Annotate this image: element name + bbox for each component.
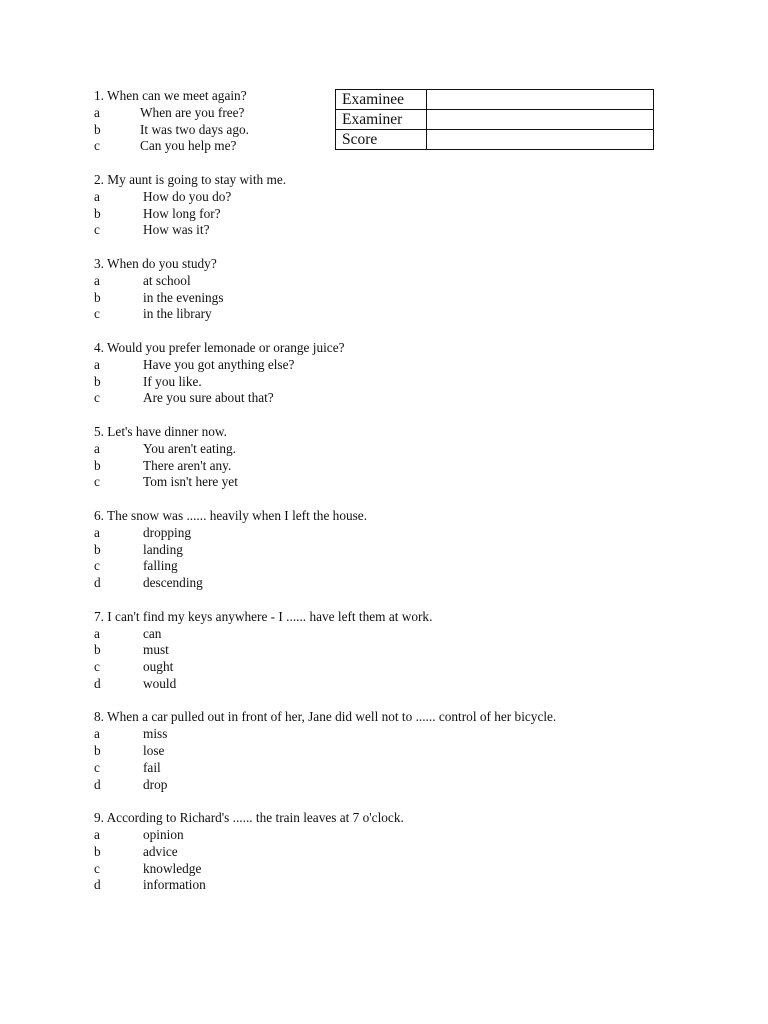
option-d [94, 575, 714, 592]
option-c [94, 390, 714, 407]
question-text: 8. When a car pulled out in front of her, Jane did well not to ...... control of her bicycle. [94, 709, 557, 725]
question-5 [94, 424, 714, 491]
question-4 [94, 340, 714, 407]
option-letter: c [94, 659, 100, 675]
option-a [94, 827, 714, 844]
question-text: 5. Let's have dinner now. [94, 423, 227, 439]
question-text: 6. The snow was ...... heavily when I left the house. [94, 507, 368, 523]
option-text: advice [143, 843, 178, 859]
option-c [94, 558, 714, 575]
option-text: ought [143, 659, 174, 675]
option-text: If you like. [143, 373, 202, 389]
option-b [94, 844, 714, 861]
option-b [94, 290, 714, 307]
option-letter: b [94, 642, 101, 658]
option-letter: d [94, 877, 101, 893]
question-list [94, 88, 714, 911]
option-c [94, 861, 714, 878]
option-text: It was two days ago. [140, 121, 249, 137]
option-letter: b [94, 541, 101, 557]
option-text: would [143, 675, 177, 691]
option-letter: a [94, 827, 100, 843]
question-text: 4. Would you prefer lemonade or orange juice? [94, 339, 345, 355]
option-b [94, 743, 714, 760]
option-text: dropping [143, 524, 192, 540]
score-label: Score [336, 130, 427, 150]
question-text: 3. When do you study? [94, 255, 217, 271]
option-text: can [143, 625, 162, 641]
option-letter: b [94, 743, 101, 759]
question-7 [94, 609, 714, 693]
option-letter: c [94, 558, 100, 574]
option-text: lose [143, 743, 165, 759]
option-c [94, 306, 714, 323]
option-letter: a [94, 356, 100, 372]
option-b [94, 458, 714, 475]
option-a [94, 626, 714, 643]
option-a [94, 105, 714, 122]
option-text: in the library [143, 306, 212, 322]
option-letter: c [94, 759, 100, 775]
option-letter: c [94, 474, 100, 490]
question-3 [94, 256, 714, 323]
question-6 [94, 508, 714, 592]
option-letter: b [94, 205, 101, 221]
question-9 [94, 810, 714, 894]
option-b [94, 206, 714, 223]
option-letter: d [94, 675, 101, 691]
question-1 [94, 88, 714, 155]
option-a [94, 441, 714, 458]
option-text: When are you free? [140, 104, 245, 120]
option-letter: c [94, 138, 100, 154]
option-letter: a [94, 188, 100, 204]
option-text: knowledge [143, 860, 202, 876]
option-text: falling [143, 558, 178, 574]
option-letter: a [94, 104, 100, 120]
option-text: must [143, 642, 169, 658]
option-text: drop [143, 776, 168, 792]
option-text: at school [143, 272, 191, 288]
question-text: 9. According to Richard's ...... the train leaves at 7 o'clock. [94, 810, 404, 826]
option-a [94, 189, 714, 206]
option-text: opinion [143, 827, 184, 843]
option-a [94, 525, 714, 542]
option-c [94, 659, 714, 676]
option-d [94, 777, 714, 794]
question-text: 1. When can we meet again? [94, 88, 247, 103]
option-text: Tom isn't here yet [143, 474, 238, 490]
option-letter: b [94, 457, 101, 473]
option-text: Can you help me? [140, 138, 237, 154]
option-letter: c [94, 306, 100, 322]
option-c [94, 760, 714, 777]
option-a [94, 273, 714, 290]
option-letter: a [94, 625, 100, 641]
option-letter: a [94, 440, 100, 456]
option-text: You aren't eating. [143, 440, 236, 456]
option-letter: c [94, 222, 100, 238]
option-c [94, 474, 714, 491]
option-text: descending [143, 575, 203, 591]
option-a [94, 726, 714, 743]
option-c [94, 222, 714, 239]
option-letter: b [94, 121, 101, 137]
option-b [94, 642, 714, 659]
option-text: fail [143, 759, 161, 775]
option-text: information [143, 877, 206, 893]
option-text: How do you do? [143, 188, 232, 204]
option-text: How was it? [143, 222, 210, 238]
question-text: 2. My aunt is going to stay with me. [94, 171, 287, 187]
option-letter: b [94, 843, 101, 859]
option-b [94, 542, 714, 559]
option-letter: c [94, 860, 100, 876]
examiner-label: Examiner [336, 110, 427, 130]
question-2 [94, 172, 714, 239]
option-text: There aren't any. [143, 457, 232, 473]
option-letter: a [94, 272, 100, 288]
question-text: 7. I can't find my keys anywhere - I ...... have left them at work. [94, 608, 433, 624]
option-letter: b [94, 289, 101, 305]
examinee-label: Examinee [336, 90, 427, 110]
option-b [94, 122, 714, 139]
option-text: Are you sure about that? [143, 390, 274, 406]
option-text: in the evenings [143, 289, 224, 305]
option-text: Have you got anything else? [143, 356, 295, 372]
option-b [94, 374, 714, 391]
option-d [94, 877, 714, 894]
option-letter: d [94, 776, 101, 792]
option-letter: d [94, 575, 101, 591]
option-letter: a [94, 726, 100, 742]
option-letter: a [94, 524, 100, 540]
option-letter: c [94, 390, 100, 406]
option-text: miss [143, 726, 168, 742]
option-text: landing [143, 541, 183, 557]
option-letter: b [94, 373, 101, 389]
option-d [94, 676, 714, 693]
option-c [94, 138, 714, 155]
option-text: How long for? [143, 205, 221, 221]
question-8 [94, 709, 714, 793]
option-a [94, 357, 714, 374]
